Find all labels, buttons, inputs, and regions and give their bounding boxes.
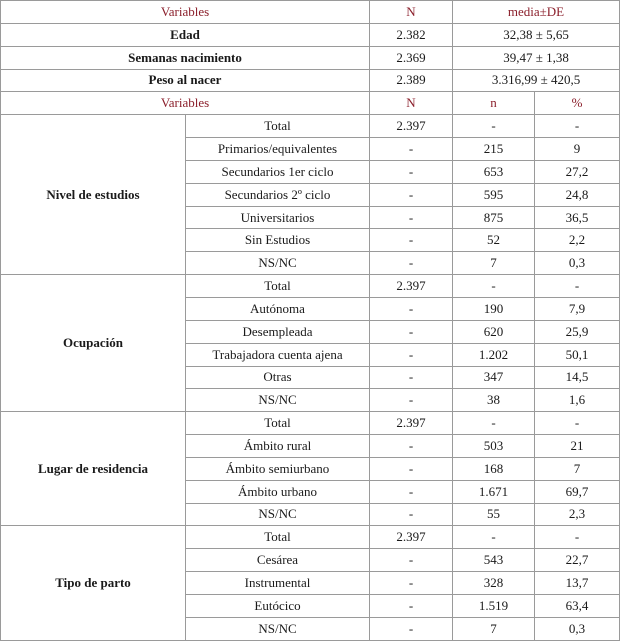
header-variables: Variables bbox=[1, 92, 370, 115]
row-label: Otras bbox=[186, 366, 370, 389]
row-n: 168 bbox=[453, 457, 535, 480]
row-percent: 2,3 bbox=[535, 503, 620, 526]
row-percent: 0,3 bbox=[535, 617, 620, 640]
row-label: Ámbito semiurbano bbox=[186, 457, 370, 480]
row-percent: 13,7 bbox=[535, 572, 620, 595]
summary-label: Semanas nacimiento bbox=[1, 46, 370, 69]
table-row bbox=[1, 275, 620, 298]
row-percent: 50,1 bbox=[535, 343, 620, 366]
row-n: - bbox=[453, 412, 535, 435]
summary-label: Edad bbox=[1, 23, 370, 46]
row-percent: - bbox=[535, 115, 620, 138]
row-n: 38 bbox=[453, 389, 535, 412]
summary-n: 2.389 bbox=[370, 69, 453, 92]
summary-row bbox=[1, 69, 620, 92]
row-n: 543 bbox=[453, 549, 535, 572]
header-N: N bbox=[370, 92, 453, 115]
group-label: Ocupación bbox=[1, 275, 186, 412]
row-percent: 2,2 bbox=[535, 229, 620, 252]
row-n: 1.202 bbox=[453, 343, 535, 366]
row-label: Total bbox=[186, 412, 370, 435]
table-body bbox=[1, 1, 620, 641]
header-row-categorical bbox=[1, 92, 620, 115]
table-row bbox=[1, 115, 620, 138]
row-percent: 69,7 bbox=[535, 480, 620, 503]
row-N: - bbox=[370, 252, 453, 275]
row-N: - bbox=[370, 457, 453, 480]
row-n: - bbox=[453, 526, 535, 549]
row-percent: 7 bbox=[535, 457, 620, 480]
summary-value: 3.316,99 ± 420,5 bbox=[453, 69, 620, 92]
row-percent: 25,9 bbox=[535, 320, 620, 343]
row-n: - bbox=[453, 115, 535, 138]
row-label: Total bbox=[186, 526, 370, 549]
row-percent: 9 bbox=[535, 138, 620, 161]
summary-n: 2.382 bbox=[370, 23, 453, 46]
row-n: 52 bbox=[453, 229, 535, 252]
row-label: Universitarios bbox=[186, 206, 370, 229]
row-label: Ámbito urbano bbox=[186, 480, 370, 503]
header-n-lower: n bbox=[453, 92, 535, 115]
row-n: 875 bbox=[453, 206, 535, 229]
row-N: - bbox=[370, 366, 453, 389]
row-label: NS/NC bbox=[186, 617, 370, 640]
row-N: - bbox=[370, 138, 453, 161]
row-label: Total bbox=[186, 115, 370, 138]
group-label: Lugar de residencia bbox=[1, 412, 186, 526]
row-percent: 1,6 bbox=[535, 389, 620, 412]
row-label: NS/NC bbox=[186, 252, 370, 275]
summary-row bbox=[1, 23, 620, 46]
row-label: NS/NC bbox=[186, 389, 370, 412]
row-n: 595 bbox=[453, 183, 535, 206]
row-N: - bbox=[370, 343, 453, 366]
row-n: 1.519 bbox=[453, 594, 535, 617]
row-N: - bbox=[370, 229, 453, 252]
header-row-summary bbox=[1, 1, 620, 24]
row-n: 653 bbox=[453, 160, 535, 183]
row-n: 7 bbox=[453, 617, 535, 640]
row-N: - bbox=[370, 480, 453, 503]
row-N: - bbox=[370, 594, 453, 617]
row-percent: 21 bbox=[535, 435, 620, 458]
row-label: Primarios/equivalentes bbox=[186, 138, 370, 161]
summary-row bbox=[1, 46, 620, 69]
group-label: Tipo de parto bbox=[1, 526, 186, 640]
row-N: - bbox=[370, 320, 453, 343]
summary-label: Peso al nacer bbox=[1, 69, 370, 92]
table-row bbox=[1, 412, 620, 435]
row-label: Instrumental bbox=[186, 572, 370, 595]
row-percent: 22,7 bbox=[535, 549, 620, 572]
row-label: Eutócico bbox=[186, 594, 370, 617]
row-label: Secundarios 1er ciclo bbox=[186, 160, 370, 183]
row-percent: - bbox=[535, 275, 620, 298]
row-percent: 36,5 bbox=[535, 206, 620, 229]
row-n: 215 bbox=[453, 138, 535, 161]
row-percent: 14,5 bbox=[535, 366, 620, 389]
row-percent: 27,2 bbox=[535, 160, 620, 183]
row-percent: - bbox=[535, 412, 620, 435]
summary-n: 2.369 bbox=[370, 46, 453, 69]
row-label: Trabajadora cuenta ajena bbox=[186, 343, 370, 366]
row-n: 190 bbox=[453, 297, 535, 320]
row-percent: 7,9 bbox=[535, 297, 620, 320]
row-label: Secundarios 2º ciclo bbox=[186, 183, 370, 206]
row-label: Ámbito rural bbox=[186, 435, 370, 458]
row-N: - bbox=[370, 160, 453, 183]
row-n: 55 bbox=[453, 503, 535, 526]
table-row bbox=[1, 526, 620, 549]
row-N: - bbox=[370, 503, 453, 526]
row-percent: 0,3 bbox=[535, 252, 620, 275]
row-n: 620 bbox=[453, 320, 535, 343]
row-label: NS/NC bbox=[186, 503, 370, 526]
row-percent: - bbox=[535, 526, 620, 549]
row-N: - bbox=[370, 389, 453, 412]
summary-value: 32,38 ± 5,65 bbox=[453, 23, 620, 46]
row-N: 2.397 bbox=[370, 115, 453, 138]
row-percent: 24,8 bbox=[535, 183, 620, 206]
row-N: - bbox=[370, 549, 453, 572]
row-label: Total bbox=[186, 275, 370, 298]
header-percent: % bbox=[535, 92, 620, 115]
row-N: - bbox=[370, 572, 453, 595]
row-n: 1.671 bbox=[453, 480, 535, 503]
group-label: Nivel de estudios bbox=[1, 115, 186, 275]
row-label: Desempleada bbox=[186, 320, 370, 343]
header-variables: Variables bbox=[1, 1, 370, 24]
summary-value: 39,47 ± 1,38 bbox=[453, 46, 620, 69]
row-N: - bbox=[370, 617, 453, 640]
row-n: - bbox=[453, 275, 535, 298]
row-label: Sin Estudios bbox=[186, 229, 370, 252]
row-N: 2.397 bbox=[370, 412, 453, 435]
row-N: 2.397 bbox=[370, 275, 453, 298]
row-n: 347 bbox=[453, 366, 535, 389]
row-label: Autónoma bbox=[186, 297, 370, 320]
row-label: Cesárea bbox=[186, 549, 370, 572]
header-n: N bbox=[370, 1, 453, 24]
header-media-de: media±DE bbox=[453, 1, 620, 24]
row-n: 503 bbox=[453, 435, 535, 458]
row-n: 7 bbox=[453, 252, 535, 275]
row-n: 328 bbox=[453, 572, 535, 595]
row-N: - bbox=[370, 183, 453, 206]
row-N: - bbox=[370, 206, 453, 229]
row-N: - bbox=[370, 297, 453, 320]
row-N: 2.397 bbox=[370, 526, 453, 549]
row-N: - bbox=[370, 435, 453, 458]
row-percent: 63,4 bbox=[535, 594, 620, 617]
